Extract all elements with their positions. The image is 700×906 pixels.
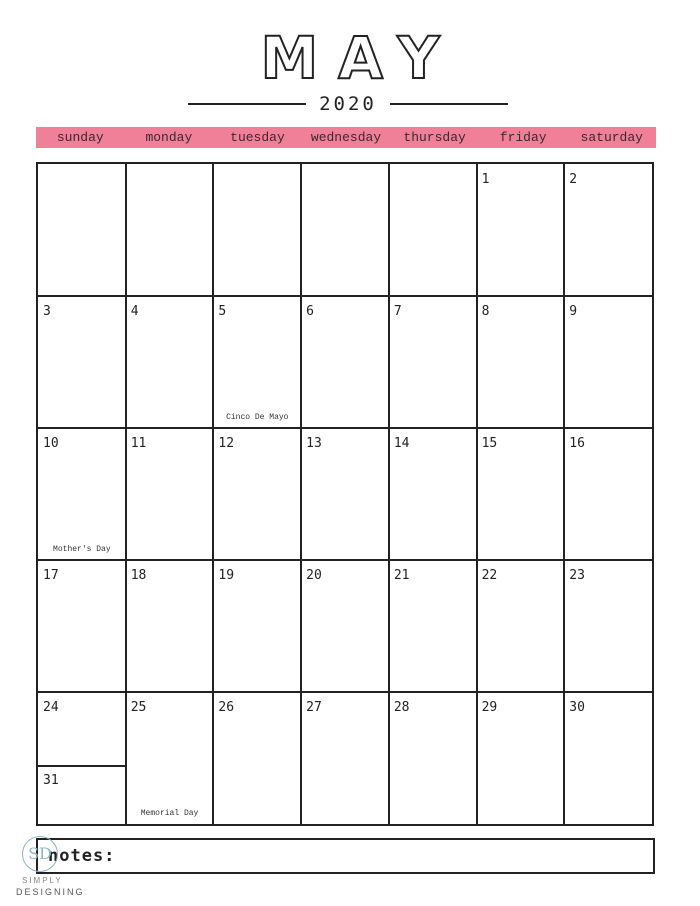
day-cell[interactable] bbox=[213, 428, 301, 560]
day-cell[interactable] bbox=[564, 560, 652, 692]
year-divider-right bbox=[390, 103, 508, 105]
day-cell[interactable] bbox=[126, 428, 214, 560]
day-cell[interactable] bbox=[389, 428, 477, 560]
year-label: 2020 bbox=[319, 93, 377, 115]
weekday-tuesday: tuesday bbox=[230, 130, 285, 145]
holiday-label: Memorial Day bbox=[140, 809, 199, 818]
weekday-monday: monday bbox=[145, 130, 193, 145]
date-number: 8 bbox=[481, 304, 490, 319]
weekday-sunday: sunday bbox=[56, 130, 104, 145]
year-row bbox=[188, 92, 508, 116]
logo-text-line1: SIMPLY bbox=[22, 876, 63, 885]
weekday-header-band bbox=[36, 127, 656, 148]
notes-label: notes: bbox=[48, 846, 116, 866]
day-cell[interactable] bbox=[126, 164, 214, 296]
date-number: 3 bbox=[43, 304, 51, 319]
day-cell[interactable] bbox=[38, 692, 126, 765]
date-number: 25 bbox=[130, 700, 147, 715]
date-number: 19 bbox=[218, 568, 235, 583]
date-number: 15 bbox=[481, 436, 498, 451]
notes-box[interactable] bbox=[36, 838, 655, 874]
day-cell[interactable] bbox=[477, 164, 565, 296]
date-number: 30 bbox=[569, 700, 585, 715]
day-cell[interactable] bbox=[477, 296, 565, 428]
date-number: 16 bbox=[569, 436, 585, 451]
logo-monogram: SD bbox=[28, 844, 52, 863]
date-number: 27 bbox=[306, 700, 322, 715]
holiday-label: Mother's Day bbox=[53, 545, 111, 554]
day-cell[interactable] bbox=[564, 428, 652, 560]
day-cell[interactable] bbox=[389, 296, 477, 428]
date-number: 18 bbox=[130, 568, 147, 583]
date-number: 13 bbox=[306, 436, 322, 451]
day-cell[interactable] bbox=[389, 560, 477, 692]
date-number: 23 bbox=[569, 568, 585, 583]
holiday-label: Cinco De Mayo bbox=[226, 413, 289, 422]
date-number: 29 bbox=[481, 700, 498, 715]
day-cell[interactable] bbox=[564, 692, 652, 824]
day-cell[interactable] bbox=[126, 692, 214, 824]
day-cell[interactable] bbox=[477, 560, 565, 692]
weekday-wednesday: wednesday bbox=[310, 130, 382, 145]
month-title: MAY bbox=[260, 24, 460, 92]
date-number: 6 bbox=[306, 304, 314, 319]
day-cell[interactable] bbox=[38, 296, 126, 428]
day-cell[interactable] bbox=[477, 428, 565, 560]
date-number: 2 bbox=[569, 172, 578, 187]
date-number: 4 bbox=[130, 304, 139, 319]
day-cell[interactable] bbox=[564, 296, 652, 428]
date-number: 5 bbox=[218, 304, 227, 319]
day-cell[interactable] bbox=[213, 560, 301, 692]
date-number: 17 bbox=[43, 568, 59, 583]
date-number: 26 bbox=[218, 700, 235, 715]
day-cell[interactable] bbox=[38, 765, 126, 824]
day-cell[interactable] bbox=[213, 692, 301, 824]
day-cell[interactable] bbox=[38, 428, 126, 560]
day-cell[interactable] bbox=[213, 164, 301, 296]
day-cell[interactable] bbox=[564, 164, 652, 296]
day-cell[interactable] bbox=[38, 560, 126, 692]
date-number: 22 bbox=[481, 568, 498, 583]
day-cell[interactable] bbox=[213, 296, 301, 428]
date-number: 20 bbox=[306, 568, 322, 583]
date-number: 31 bbox=[43, 772, 59, 788]
date-number: 12 bbox=[218, 436, 235, 451]
date-number: 21 bbox=[393, 568, 410, 583]
weekday-saturday: saturday bbox=[580, 130, 643, 145]
date-number: 10 bbox=[43, 436, 59, 451]
day-cell[interactable] bbox=[301, 296, 389, 428]
day-cell[interactable] bbox=[38, 164, 126, 296]
date-number: 9 bbox=[569, 304, 578, 319]
day-cell[interactable] bbox=[301, 560, 389, 692]
day-cell[interactable] bbox=[477, 692, 565, 824]
date-number: 24 bbox=[43, 700, 59, 715]
day-cell[interactable] bbox=[301, 428, 389, 560]
day-cell[interactable] bbox=[301, 692, 389, 824]
day-cell[interactable] bbox=[389, 692, 477, 824]
date-number: 1 bbox=[481, 172, 490, 187]
date-number: 28 bbox=[393, 700, 410, 715]
day-cell[interactable] bbox=[126, 296, 214, 428]
logo-text-line2: DESIGNING bbox=[16, 887, 85, 897]
calendar-grid bbox=[36, 162, 654, 826]
day-cell[interactable] bbox=[389, 164, 477, 296]
brand-logo bbox=[16, 836, 86, 902]
day-cell[interactable] bbox=[301, 164, 389, 296]
weekday-friday: friday bbox=[499, 130, 547, 145]
day-cell[interactable] bbox=[126, 560, 214, 692]
weekday-thursday: thursday bbox=[403, 130, 466, 145]
date-number: 7 bbox=[393, 304, 402, 319]
date-number: 14 bbox=[393, 436, 410, 451]
date-number: 11 bbox=[130, 436, 147, 451]
